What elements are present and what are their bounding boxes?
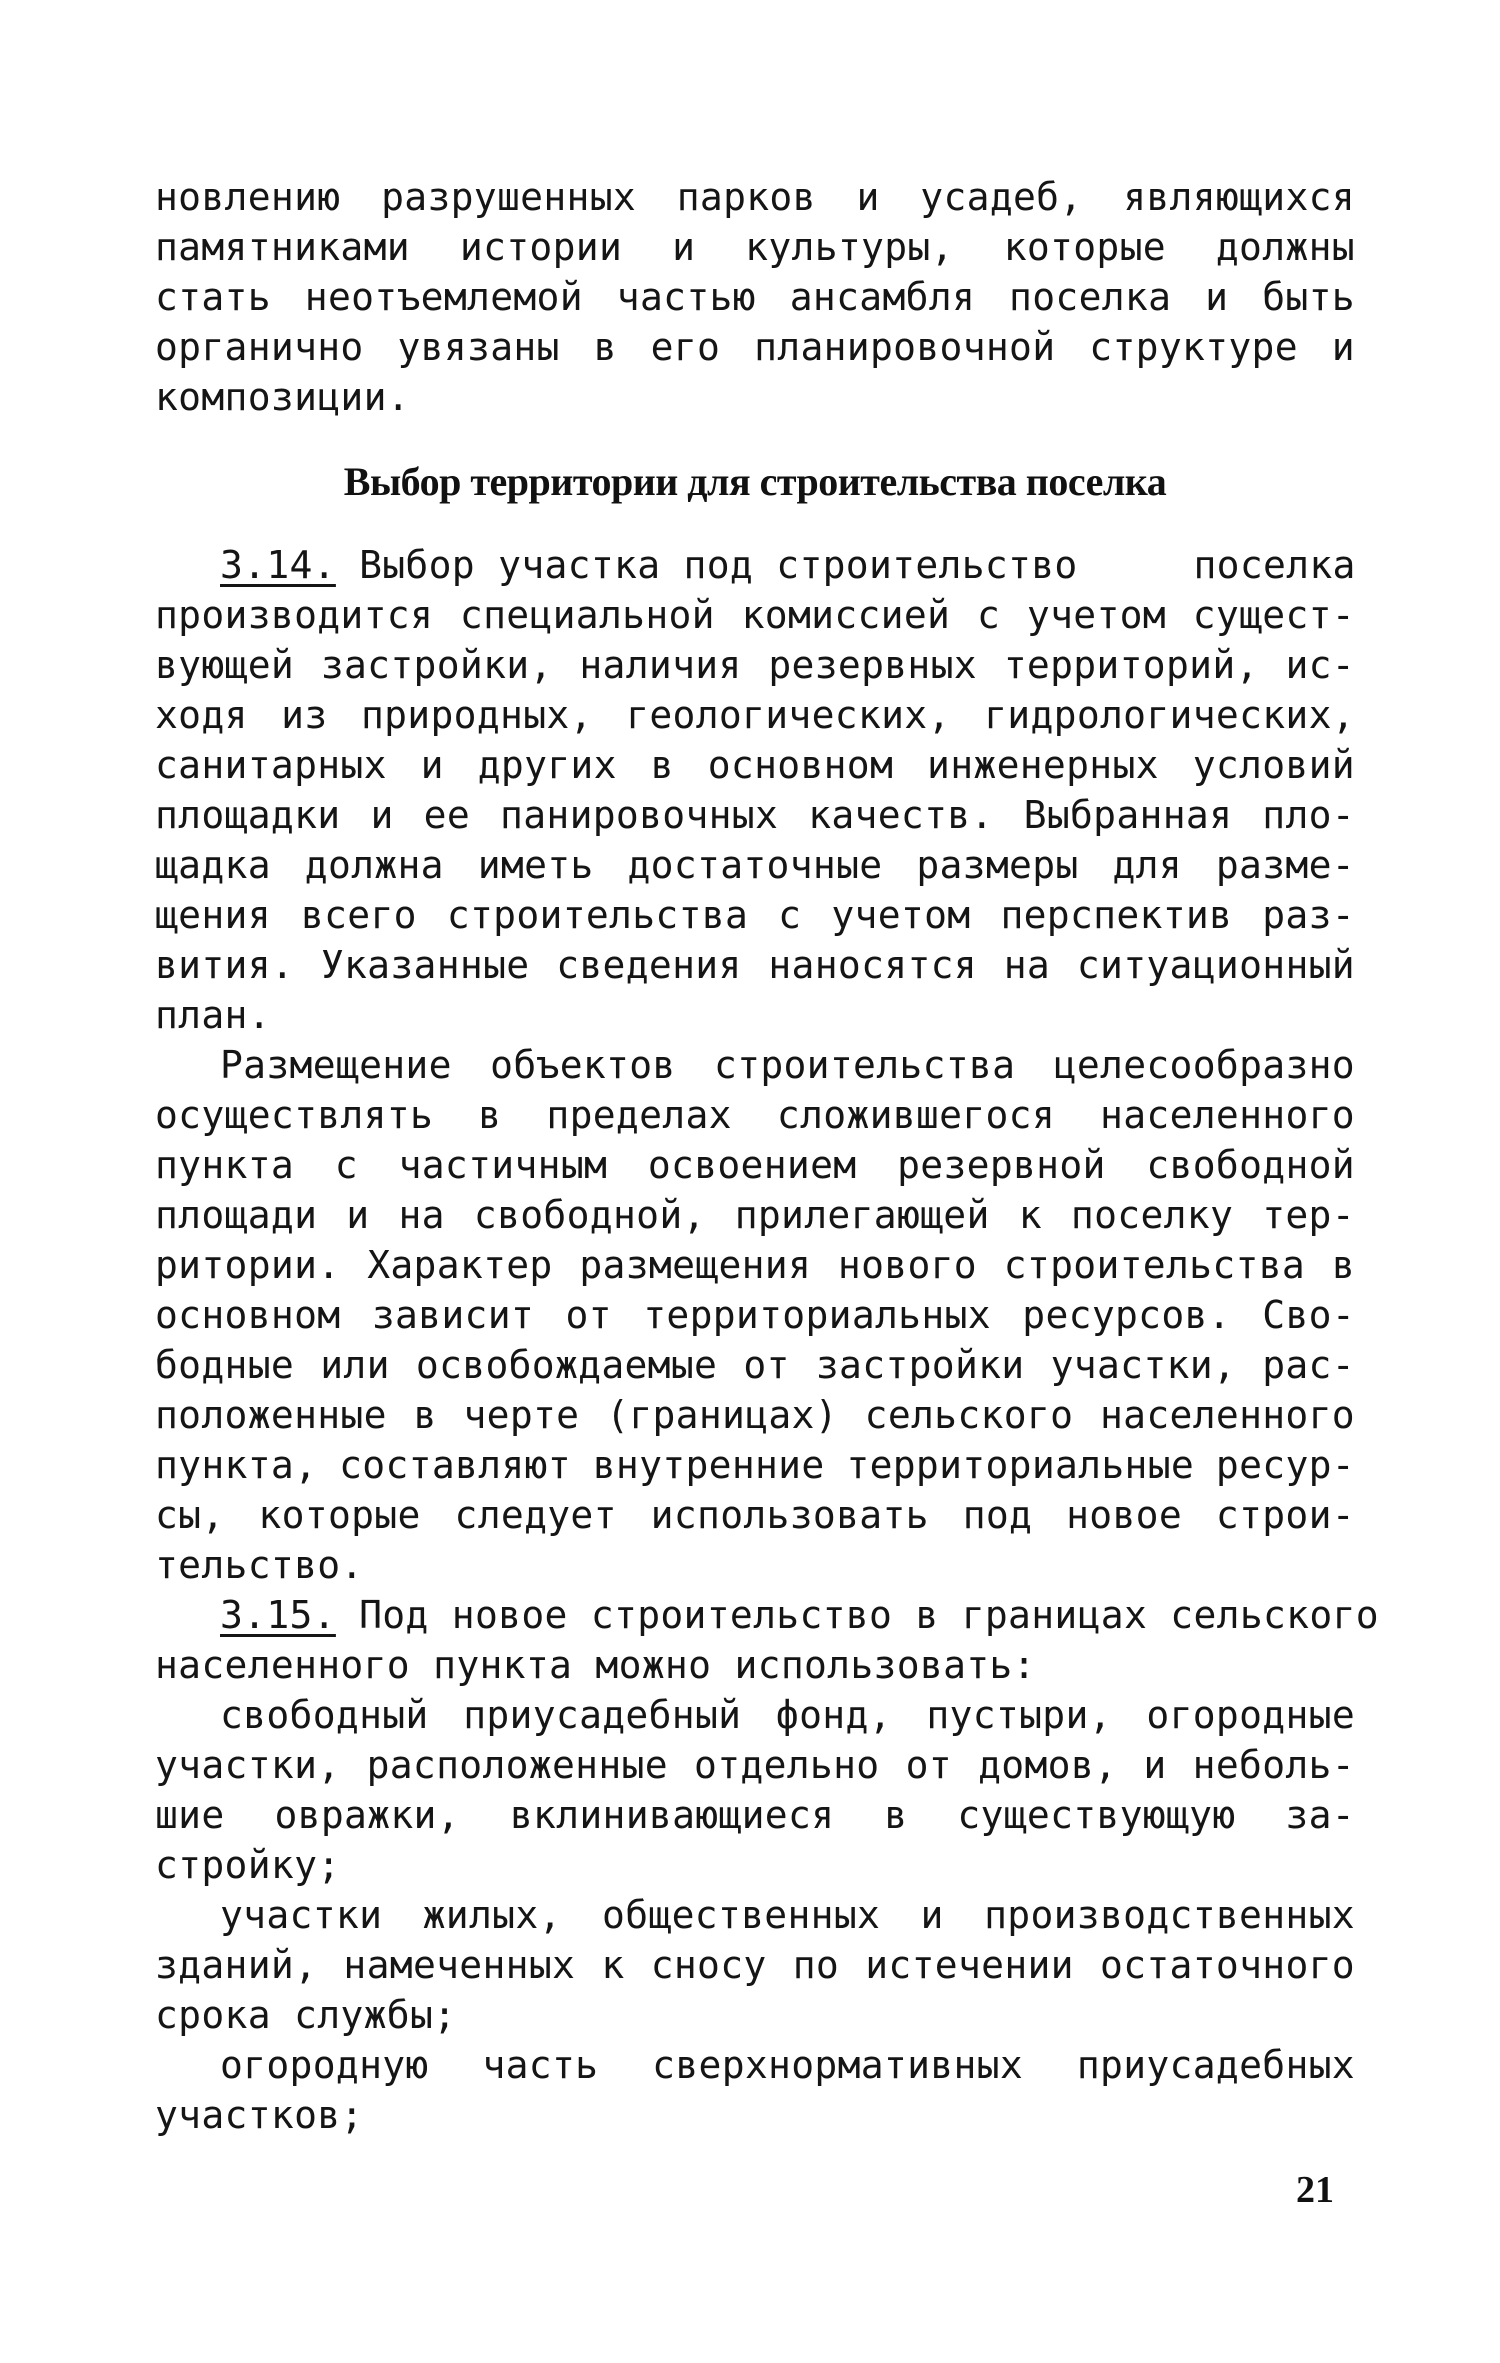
text-line [155,1840,1355,1890]
word: с [334,1143,358,1187]
word: сведения [556,943,742,987]
word: или [320,1343,390,1387]
word: фонд, [775,1693,892,1737]
text-line [155,1640,1355,1690]
word: специальной [459,593,715,637]
word: и [1331,325,1355,369]
word: строительства [446,893,749,937]
list-item-garden-plots [155,2040,1355,2140]
word: парков [676,175,816,219]
word: наличия [579,643,742,687]
word: с [976,593,1001,637]
word: санитарных [155,743,387,787]
paragraph-3-14 [155,540,1355,1040]
text-line [155,940,1355,990]
word: органично [155,325,364,369]
text-line [155,1590,1379,1640]
word: комиссией [741,593,951,637]
word: следует [454,1493,617,1537]
word: Размещение [220,1043,452,1087]
word: свободной, [473,1193,706,1237]
word: населенного [1100,1093,1355,1137]
word: размещения [579,1243,812,1287]
word: отдельно [694,1743,880,1787]
word: Характер [367,1243,553,1287]
word: тельство. [155,1543,364,1587]
word: истории [459,225,623,269]
text-line [155,172,1355,222]
word: к [1018,1193,1042,1237]
word: строительства [713,1043,1016,1087]
text-line [155,840,1355,890]
word: освобождаемые [415,1343,718,1387]
word: которые [1003,225,1166,269]
word: вующей [155,643,295,687]
paragraph-number: 3.15. [220,1593,336,1637]
word: намеченных [343,1943,576,1987]
word: овражки, [274,1793,460,1837]
word: для [1112,843,1182,887]
word: на [398,1193,445,1237]
word: зависит [371,1293,535,1337]
word: приусадебных [1076,2043,1355,2087]
word: панировочных [500,793,779,837]
word: к [601,1943,625,1987]
text-line [155,1340,1355,1390]
word: истечении [865,1943,1074,1987]
word: усадеб, [920,175,1083,219]
word: площадки [155,793,341,837]
word: пустыри, [926,1693,1112,1737]
word: в [1331,1243,1355,1287]
word: и [1205,275,1229,319]
word: новое [1066,1493,1182,1537]
text-line [155,1090,1355,1140]
word: являющихся [1123,175,1355,219]
word: сносу [650,1943,767,1987]
word: огородные [1146,1693,1355,1737]
word: основном [155,1293,341,1337]
word: срока [155,1993,295,2037]
word: объектов [490,1043,676,1087]
word: которые [258,1493,421,1537]
word: ресурсов. [1022,1293,1231,1337]
word: природных, [360,693,593,737]
word: рас- [1262,1343,1355,1387]
word: качеств. [808,793,994,837]
word: сы, [155,1493,225,1537]
word: прилегающей [734,1193,990,1237]
word: осуществлять [155,1093,434,1137]
word: строи- [1215,1493,1355,1537]
word: зданий, [155,1943,318,1987]
word: территориальные [846,1443,1195,1487]
text-line [155,322,1355,372]
word: памятниками [155,225,410,269]
word: по [792,1943,840,1987]
word: в [593,325,617,369]
word: с [778,893,802,937]
word: на [1003,943,1051,987]
word: от [743,1343,790,1387]
word: резервных [768,643,977,687]
word: основном [707,743,894,787]
paragraph-3-15 [155,1590,1379,1690]
text-line [155,990,1355,1040]
text-line [155,1040,1355,1090]
text-line [155,540,1355,590]
word: структуре [1089,325,1298,369]
word: гидрологических, [984,693,1355,737]
text-line [155,1490,1355,1540]
word: наносятся [768,943,977,987]
word: положенные [155,1393,387,1437]
word: и [672,225,696,269]
word: и [420,743,444,787]
word: можно [595,1643,735,1687]
text-line [155,372,1355,422]
page-number: 21 [1296,2169,1334,2211]
word: целесообразно [1053,1043,1355,1087]
word: (границах) [606,1393,838,1437]
word: неболь- [1192,1743,1355,1787]
word: и [370,793,394,837]
text-line [155,1190,1355,1240]
word: нового [837,1243,977,1287]
word: участки [220,1893,383,1937]
word: использовать: [734,1643,1036,1687]
word: частью [616,275,756,319]
word: ансамбля [789,275,976,319]
word: площади [155,1193,318,1237]
word: щадка [155,843,271,887]
word: частичным [398,1143,608,1187]
word: участки, [155,1743,341,1787]
text-line [155,640,1355,690]
word: учетом [1026,593,1166,637]
word: ис- [1285,643,1355,687]
word: в [413,1393,437,1437]
word: Выбранная [1023,793,1233,837]
intro-paragraph [155,172,1355,422]
text-line [155,790,1355,840]
word: поселку [1070,1193,1234,1237]
word: его [650,325,721,369]
word: новлению [155,175,341,219]
paragraph-number: 3.14. [220,543,336,587]
word: от [905,1743,952,1787]
word: разме- [1215,843,1355,887]
word: свободной [1146,1143,1355,1187]
word: стройку; [155,1843,341,1887]
word: планировочной [754,325,1056,369]
word: сверхнормативных [652,2043,1024,2087]
word: перспектив [1000,893,1233,937]
word: огородную [220,2043,429,2087]
word: пункта [155,1143,295,1187]
word: неотъемлемой [304,275,583,319]
word: расположенные [366,1743,668,1787]
word: сельского [864,1393,1074,1437]
text-line [155,1790,1355,1840]
word: участков; [155,2093,364,2137]
word: черте [463,1393,580,1437]
word: должна [304,843,444,887]
word: Указанные [320,943,530,987]
word: свободный [220,1693,429,1737]
word: бодные [155,1343,295,1387]
word: иметь [477,843,594,887]
word: план. [155,993,271,1037]
word: остаточного [1100,1943,1355,1987]
word: разрушенных [381,175,637,219]
text-line [155,590,1355,640]
word: других [477,743,617,787]
word: за- [1285,1793,1355,1837]
word: вития. [155,943,295,987]
text-line [155,740,1355,790]
word: достаточные [627,843,883,887]
word: территорий, [1003,643,1259,687]
word: ее [423,793,471,837]
word: внутренние [592,1443,825,1487]
word: застройки [815,1343,1025,1387]
word: ситуационный [1076,943,1355,987]
word: в [478,1093,502,1137]
word: от [565,1293,612,1337]
text-line [155,1940,1355,1990]
list-item-demolition-sites [155,1890,1355,2040]
word: часть [482,2043,599,2087]
word: геологических, [626,693,951,737]
word: тер- [1262,1193,1355,1237]
word: производственных [984,1893,1355,1937]
word: освоением [647,1143,857,1187]
text-line [155,1440,1355,1490]
word: населенного [1100,1393,1355,1437]
word: щения [155,893,271,937]
word: пункта [433,1643,596,1687]
word: участки, [1050,1343,1237,1387]
word: инженерных [927,743,1159,787]
word: использовать [650,1493,929,1537]
word: и [856,175,880,219]
text-line [155,1240,1355,1290]
text-line [155,1890,1355,1940]
word: всего [300,893,417,937]
text-line [155,2090,1355,2140]
text-line [155,2040,1355,2090]
text-span: Под новое строительство в границах сельского [335,1593,1379,1637]
text-line [155,1140,1355,1190]
list-item-free-land [155,1690,1355,1890]
word: территориальных [643,1293,991,1337]
text-line [155,272,1355,322]
word: сложившегося [776,1093,1055,1137]
word: резервной [897,1143,1106,1187]
word: Сво- [1262,1293,1355,1337]
word: сущест- [1192,593,1355,637]
text-line [155,690,1355,740]
word: общественных [602,1893,881,1937]
word: и [346,1193,370,1237]
section-heading: Выбор территории для строительства поселка [343,459,1167,504]
word: ходя [155,693,248,737]
word: композиции. [155,375,410,419]
text-span: Выбор участка под строительство поселка [335,543,1356,587]
word: стать [155,275,271,319]
word: должны [1215,225,1355,269]
word: домов, [978,1743,1118,1787]
word: из [281,693,328,737]
word: под [962,1493,1033,1537]
paragraph-placement [155,1040,1355,1590]
word: быть [1262,275,1355,319]
word: культуры, [745,225,954,269]
text-line [155,1290,1355,1340]
text-line [155,1690,1355,1740]
text-line [155,1990,1355,2040]
word: вклинивающиеся [509,1793,835,1837]
word: службы; [294,1993,457,2037]
word: поселка [1009,275,1172,319]
word: увязаны [397,325,560,369]
text-line [155,1740,1355,1790]
word: условий [1192,743,1355,787]
word: существующую [957,1793,1236,1837]
text-line [155,890,1355,940]
word: и [1143,1743,1167,1787]
word: пло- [1262,793,1355,837]
word: составляют [339,1443,571,1487]
word: и [920,1893,944,1937]
text-line [155,1540,1355,1590]
word: в [650,743,674,787]
word: размеры [916,843,1079,887]
word: ритории. [155,1243,341,1287]
word: пункта, [155,1443,318,1487]
text-line [155,1390,1355,1440]
word: шие [155,1793,225,1837]
word: пределах [546,1093,732,1137]
word: застройки, [320,643,553,687]
word: населенного [155,1643,434,1687]
word: в [884,1793,908,1837]
word: строительства [1003,1243,1306,1287]
word: приусадебный [463,1693,742,1737]
word: учетом [831,893,971,937]
text-line [155,222,1355,272]
word: раз- [1262,893,1355,937]
word: жилых, [422,1893,562,1937]
word: производится [155,593,434,637]
word: ресур- [1215,1443,1355,1487]
